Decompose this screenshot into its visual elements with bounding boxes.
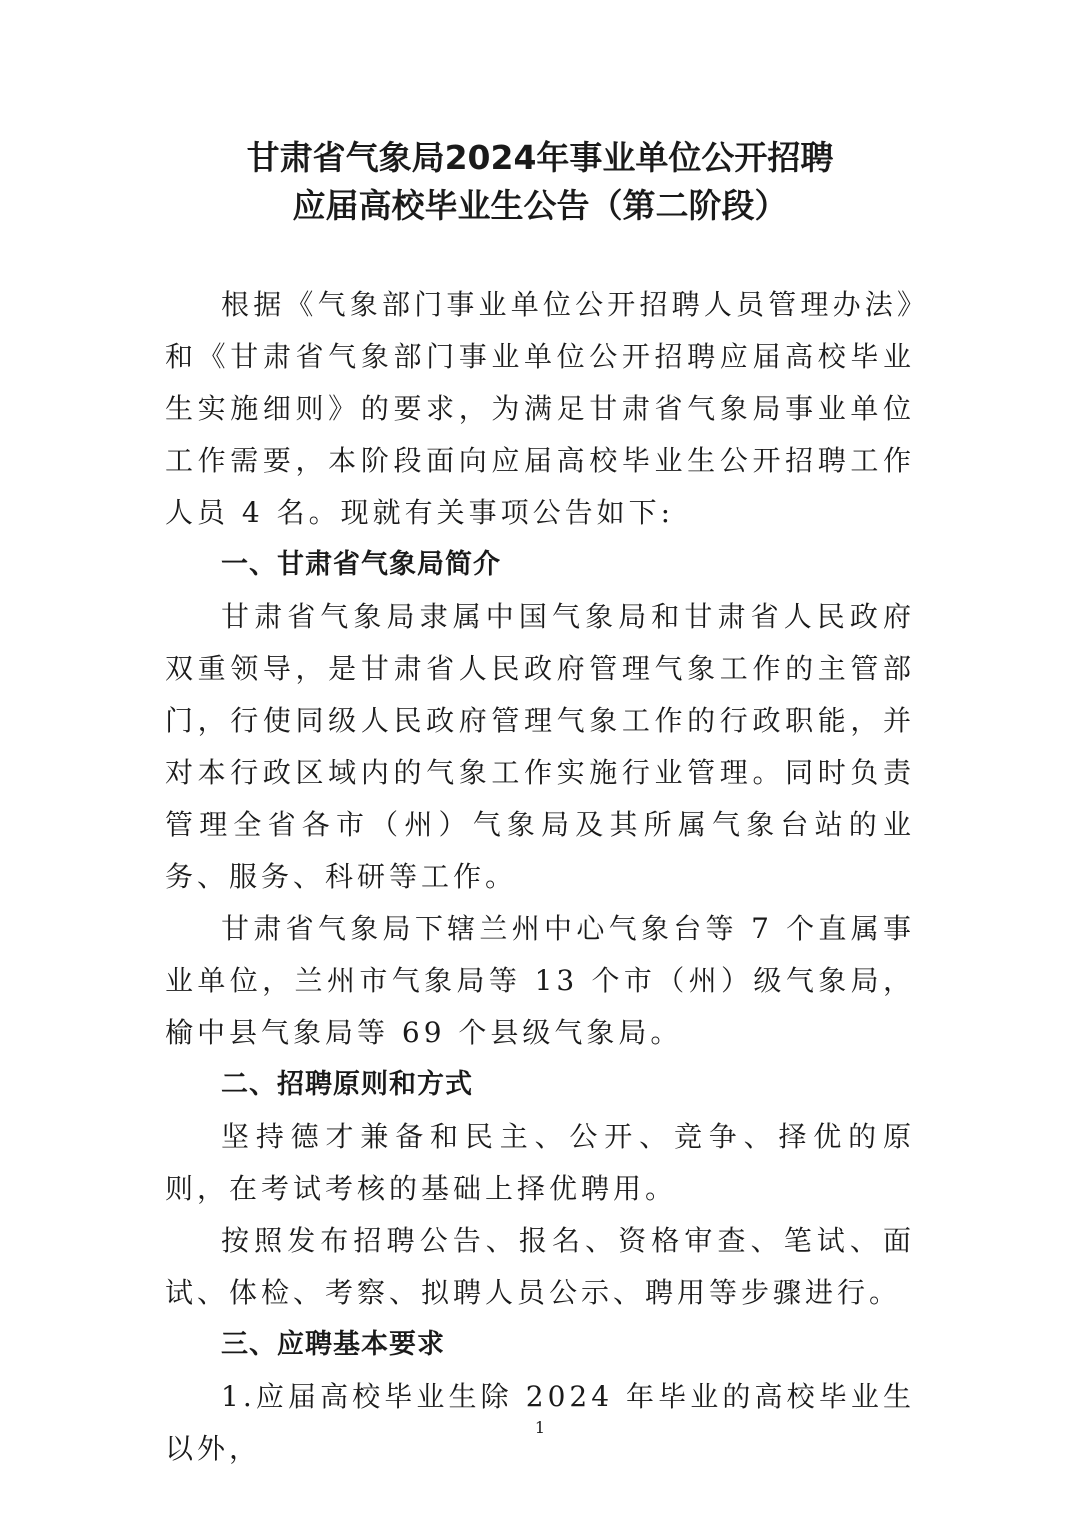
page-number: 1	[534, 1418, 546, 1437]
section1-paragraph2: 甘肃省气象局下辖兰州中心气象台等 7 个直属事业单位，兰州市气象局等 13 个市（州）级气象局，榆中县气象局等 69 个县级气象局。	[165, 912, 915, 1049]
intro-paragraph: 根据《气象部门事业单位公开招聘人员管理办法》和《甘肃省气象部门事业单位公开招聘应届高校毕业生实施细则》的要求，为满足甘肃省气象局事业单位工作需要，本阶段面向应届高校毕业生公开招聘工作人员 4 名。现就有关事项公告如下:	[165, 288, 915, 529]
section2-paragraph1: 坚持德才兼备和民主、公开、竞争、择优的原则，在考试考核的基础上择优聘用。	[165, 1120, 915, 1205]
section2-paragraph2: 按照发布招聘公告、报名、资格审查、笔试、面试、体检、考察、拟聘人员公示、聘用等步骤进行。	[165, 1224, 915, 1309]
section3-paragraph1: 1.应届高校毕业生除 2024 年毕业的高校毕业生以外，	[165, 1380, 915, 1465]
document-body	[165, 279, 915, 1475]
section3-heading: 三、应聘基本要求	[221, 1329, 445, 1360]
section1-paragraph1: 甘肃省气象局隶属中国气象局和甘肃省人民政府双重领导，是甘肃省人民政府管理气象工作的主管部门，行使同级人民政府管理气象工作的行政职能，并对本行政区域内的气象工作实施行业管理。同时负责管理全省各市（州）气象局及其所属气象台站的业务、服务、科研等工作。	[165, 600, 915, 893]
section2-heading: 二、招聘原则和方式	[221, 1069, 473, 1100]
document-title-line1: 甘肃省气象局2024年事业单位公开招聘	[246, 138, 834, 177]
section1-heading: 一、甘肃省气象局简介	[221, 549, 501, 580]
document-title-line2: 应届高校毕业生公告（第二阶段）	[292, 186, 788, 225]
